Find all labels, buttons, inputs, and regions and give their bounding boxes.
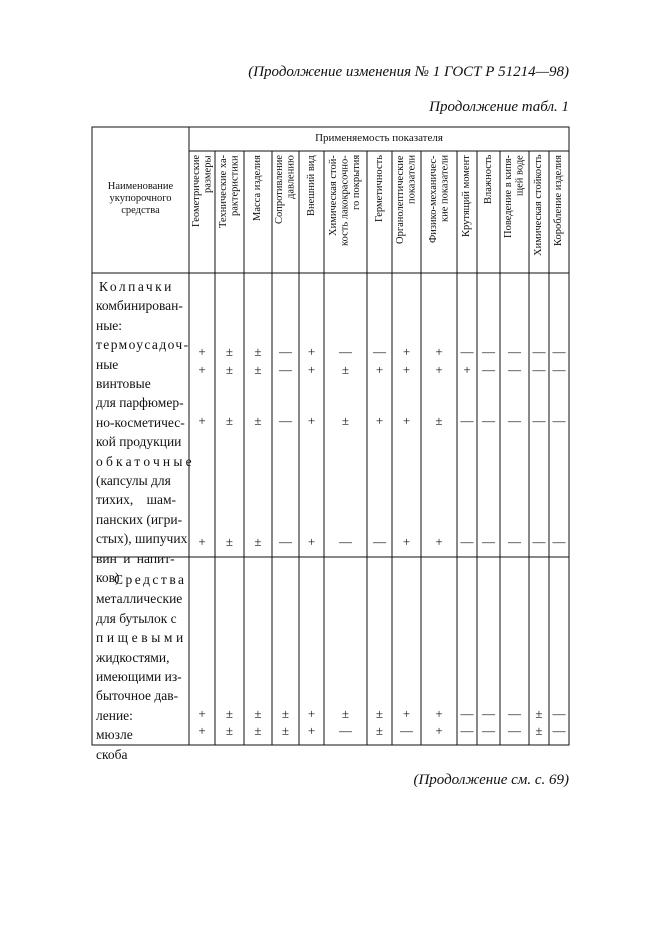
table-cell: ± — [254, 413, 262, 428]
table-cell: ± — [535, 723, 543, 738]
table-cell: — — [482, 362, 495, 377]
table-cell: ± — [225, 413, 234, 428]
column-header-line: размеры — [202, 155, 213, 193]
table-cell: + — [198, 706, 206, 721]
table-cell: — — [508, 344, 521, 359]
table-cell: — — [532, 413, 546, 428]
table-cell: — — [339, 534, 352, 549]
row-header — [92, 181, 189, 217]
table-cell: — — [279, 534, 292, 549]
table-cell: — — [482, 344, 495, 359]
table-cell: ± — [225, 534, 234, 549]
table-cell: ± — [341, 413, 350, 428]
group-header: Применяемость показателя — [315, 132, 443, 144]
section2-line: пищевыми — [96, 630, 187, 646]
table-cell: — — [460, 413, 474, 428]
table-cell: + — [375, 362, 384, 377]
section1-line: вин и напит- — [96, 550, 175, 566]
section1-line: кой продукции — [96, 434, 182, 450]
section1-line: комбинирован- — [96, 298, 183, 314]
column-header-line: Крутящий момент — [461, 155, 473, 237]
table-cell: + — [402, 362, 411, 377]
table-cell: + — [435, 723, 443, 738]
table-cell: — — [460, 344, 474, 359]
column-header-line: давлению — [285, 155, 297, 199]
table-cell: — — [482, 413, 495, 428]
table-cell: + — [307, 362, 316, 377]
table-cell: — — [532, 362, 546, 377]
section2-line: быточное дав- — [96, 688, 179, 704]
section1-line: ков) — [96, 570, 120, 586]
table-cell: + — [435, 706, 443, 721]
section2-line: металлические — [96, 591, 183, 607]
column-header — [553, 155, 565, 269]
column-header — [533, 155, 545, 269]
column-header-line: рактеристики — [229, 155, 241, 216]
column-header-line: Химическая стой- — [328, 155, 340, 236]
table-cell: + — [198, 723, 206, 738]
table-cell: — — [508, 706, 521, 721]
section2-line: имеющими из- — [96, 669, 182, 685]
table-cell: + — [307, 413, 316, 428]
table-cell: — — [552, 362, 566, 377]
column-header — [483, 155, 495, 269]
table-cell: + — [375, 413, 384, 428]
table-cell: — — [532, 344, 546, 359]
section2-line: скоба — [96, 746, 128, 762]
section1-line: обкаточные — [96, 453, 195, 469]
table-cell: — — [508, 723, 521, 738]
table-cell: — — [460, 534, 474, 549]
column-header-line: Внешний вид — [305, 155, 317, 216]
table-cell: — — [508, 413, 521, 428]
table-cell: — — [552, 723, 566, 738]
row-header-line: Наименование — [107, 181, 174, 192]
table-cell: ± — [254, 706, 262, 721]
table-cell: — — [482, 706, 495, 721]
row-header-line: укупорочного — [109, 193, 172, 204]
column-header-line: щей воде — [514, 155, 526, 196]
column-header-line: Химическая стойкость — [533, 155, 545, 257]
table-cell: — — [373, 534, 386, 549]
row-header-line: средства — [121, 205, 160, 216]
table-cell: + — [307, 344, 316, 359]
table-cell: — — [279, 413, 292, 428]
table-cell: ± — [254, 344, 262, 359]
column-header — [461, 155, 473, 269]
table-cell: — — [339, 344, 352, 359]
column-header — [274, 155, 297, 269]
column-header-line: Герметичность — [373, 155, 385, 222]
section1-line: панских (игри- — [96, 511, 183, 527]
section2-label — [96, 570, 187, 764]
table-cell: ± — [535, 706, 543, 721]
table-cell: — — [508, 362, 521, 377]
table-cell: ± — [281, 706, 290, 721]
column-header — [252, 155, 264, 269]
table-cell: ± — [254, 534, 262, 549]
table-cell: — — [508, 534, 521, 549]
table-cell: ± — [225, 344, 234, 359]
table-cell: — — [279, 362, 292, 377]
table-cell: — — [552, 706, 566, 721]
table-cell: + — [435, 534, 443, 549]
table-cell: — — [552, 413, 566, 428]
column-header — [306, 155, 318, 269]
table-cell: ± — [225, 723, 234, 738]
column-header-line: Сопротивление — [274, 155, 285, 225]
table-cell: + — [307, 723, 316, 738]
column-header-line: Органолептические — [395, 155, 406, 244]
table-cell: — — [482, 534, 495, 549]
table-cell: ± — [225, 362, 234, 377]
table-cell: + — [402, 344, 411, 359]
table-cell: ± — [254, 362, 262, 377]
table-cell: + — [198, 344, 206, 359]
document-header: (Продолжение изменения № 1 ГОСТ Р 51214—98) — [248, 64, 569, 80]
table-cell: + — [198, 362, 206, 377]
table-cell: ± — [341, 362, 350, 377]
section1-line: ные: — [96, 317, 123, 333]
column-header-line: Технические ха- — [218, 155, 229, 229]
section2-line: жидкостями, — [96, 649, 170, 665]
section2-line: для бутылок с — [96, 610, 177, 626]
table-cell: — — [339, 723, 352, 738]
column-header — [374, 155, 386, 269]
table-cell: + — [307, 534, 316, 549]
table-cell: — — [552, 344, 566, 359]
table-cell: + — [402, 706, 411, 721]
column-header-line: кость лакокрасочно- — [339, 155, 351, 246]
column-header — [395, 155, 418, 269]
column-header-line: го покрытия — [351, 155, 363, 211]
section1-line: ные — [96, 356, 119, 372]
table-cell: ± — [254, 723, 262, 738]
column-header-line: кие показатели — [439, 155, 450, 223]
footer-continuation-note: (Продолжение см. с. 69) — [413, 772, 569, 788]
section2-line: Средства — [114, 572, 187, 587]
table-cell: — — [400, 723, 413, 738]
column-header-line: показатели — [406, 155, 418, 205]
table-cell: — — [482, 723, 495, 738]
table-cell: + — [198, 534, 206, 549]
section1-line: для парфюмер- — [96, 395, 184, 411]
table-cell: ± — [341, 706, 350, 721]
column-header-line: Коробление изделия — [553, 155, 565, 247]
table-continuation-label: Продолжение табл. 1 — [429, 99, 569, 115]
table-cell: ± — [375, 723, 384, 738]
table-cell: + — [435, 362, 443, 377]
section2-line: мюзле — [96, 727, 133, 743]
table-cell: + — [402, 534, 411, 549]
column-header — [428, 155, 451, 269]
column-header-line: Масса изделия — [252, 155, 264, 221]
section1-label — [96, 277, 195, 588]
section1-line: тихих, шам- — [96, 492, 177, 508]
table-cell: + — [198, 413, 206, 428]
column-header — [503, 155, 526, 269]
table-cell: — — [532, 534, 546, 549]
table-cell: ± — [375, 706, 384, 721]
table-cell: ± — [281, 723, 290, 738]
column-header — [191, 155, 214, 269]
section1-line: но-косметичес- — [96, 414, 185, 430]
section1-line: термоусадоч- — [96, 337, 190, 353]
table-cell: — — [373, 344, 386, 359]
table-cell: ± — [225, 706, 234, 721]
section1-line: стых), шипучих — [96, 531, 188, 547]
column-header — [328, 155, 363, 269]
table-cell: — — [552, 534, 566, 549]
table-cell: + — [435, 344, 443, 359]
section1-line: (капсулы для — [96, 473, 171, 489]
section1-line: винтовые — [96, 376, 151, 392]
column-header — [218, 155, 241, 269]
table-cell: + — [307, 706, 316, 721]
column-header-line: Физико-механичес- — [427, 155, 439, 243]
column-header-line: Поведение в кипя- — [503, 155, 514, 239]
table-cell: ± — [435, 413, 443, 428]
column-header-line: Влажность — [482, 155, 494, 205]
table-cell: — — [460, 723, 474, 738]
column-header-line: Геометрические — [190, 155, 202, 228]
table-cell: + — [402, 413, 411, 428]
table-cell: — — [460, 706, 474, 721]
section2-line: ление: — [96, 707, 133, 723]
table-cell: + — [463, 362, 471, 377]
table-cell: — — [279, 344, 292, 359]
section1-line: Колпачки — [99, 279, 174, 294]
